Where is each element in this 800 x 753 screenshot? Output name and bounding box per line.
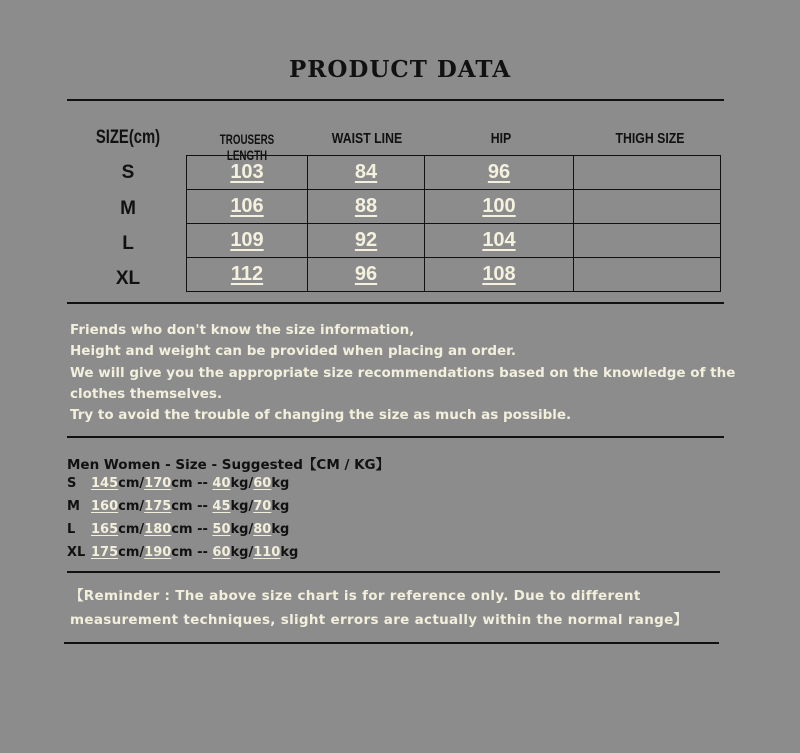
size-header: SIZE(cm) xyxy=(95,127,161,148)
suggested-row xyxy=(67,522,289,537)
table-cell xyxy=(187,156,308,190)
unit-cm: cm xyxy=(118,476,140,491)
divider-after-notes xyxy=(67,436,724,438)
suggested-size-label: S xyxy=(67,476,77,491)
men-weight-value: 60 xyxy=(212,545,231,560)
men-weight-value: 50 xyxy=(212,522,231,537)
men-weight-value: 45 xyxy=(212,499,231,514)
suggested-size-label: XL xyxy=(67,545,86,560)
table-cell xyxy=(308,224,425,258)
column-header-thigh-size: THIGH SIZE xyxy=(615,130,685,147)
column-header-waist-line: WAIST LINE xyxy=(331,130,403,147)
size-table xyxy=(186,155,721,292)
table-cell xyxy=(425,258,574,292)
slash: / xyxy=(139,545,145,560)
row-label-l: L xyxy=(122,233,134,254)
reminder-text xyxy=(70,584,720,632)
table-cell xyxy=(308,156,425,190)
table-cell xyxy=(574,156,721,190)
table-cell xyxy=(574,190,721,224)
unit-cm: cm xyxy=(118,522,140,537)
table-row xyxy=(187,156,721,190)
trousers-length-value: 109 xyxy=(230,229,264,251)
suggested-size-label: M xyxy=(67,499,80,514)
slash: / xyxy=(139,499,145,514)
suggested-size-label: L xyxy=(67,522,76,537)
unit-cm: cm xyxy=(171,545,193,560)
unit-cm: cm xyxy=(171,499,193,514)
separator: -- xyxy=(197,499,208,514)
trousers-length-value: 106 xyxy=(230,195,264,217)
unit-kg: kg xyxy=(230,499,249,514)
unit-cm: cm xyxy=(118,545,140,560)
women-weight-value: 60 xyxy=(253,476,272,491)
table-cell xyxy=(187,258,308,292)
table-cell xyxy=(425,224,574,258)
slash: / xyxy=(248,522,254,537)
row-label-m: M xyxy=(120,198,136,219)
slash: / xyxy=(139,522,145,537)
men-height-value: 175 xyxy=(91,545,119,560)
suggested-title: Men Women - Size - Suggested【CM / KG】 xyxy=(67,457,390,473)
divider-bottom xyxy=(64,642,719,644)
women-weight-value: 80 xyxy=(253,522,272,537)
table-cell xyxy=(574,224,721,258)
women-height-value: 180 xyxy=(144,522,172,537)
separator: -- xyxy=(197,476,208,491)
men-height-value: 165 xyxy=(91,522,119,537)
table-cell xyxy=(574,258,721,292)
unit-kg: kg xyxy=(280,545,299,560)
reminder-line: measurement techniques, slight errors are actually within the normal range】 xyxy=(70,612,688,628)
waist-line-value: 96 xyxy=(354,263,378,285)
slash: / xyxy=(139,476,145,491)
table-cell xyxy=(187,224,308,258)
size-notes xyxy=(70,320,736,426)
suggested-row xyxy=(67,499,289,514)
divider-before-reminder xyxy=(67,571,720,573)
hip-value: 108 xyxy=(482,263,516,285)
unit-kg: kg xyxy=(230,545,249,560)
trousers-length-value: 103 xyxy=(230,161,264,183)
unit-cm: cm xyxy=(171,522,193,537)
suggested-row xyxy=(67,545,298,560)
note-line: We will give you the appropriate size recommendations based on the knowledge of the xyxy=(70,364,736,381)
unit-cm: cm xyxy=(118,499,140,514)
waist-line-value: 84 xyxy=(354,161,378,183)
hip-value: 96 xyxy=(487,161,511,183)
note-line: clothes themselves. xyxy=(70,385,223,402)
unit-kg: kg xyxy=(230,476,249,491)
row-label-xl: XL xyxy=(115,268,141,289)
waist-line-value: 88 xyxy=(354,195,378,217)
note-line: Friends who don't know the size information, xyxy=(70,322,415,338)
separator: -- xyxy=(197,545,208,560)
table-cell xyxy=(308,258,425,292)
note-line: Try to avoid the trouble of changing the size as much as possible. xyxy=(70,407,572,424)
men-height-value: 160 xyxy=(91,499,119,514)
column-header-hip: HIP xyxy=(490,130,512,147)
unit-kg: kg xyxy=(230,522,249,537)
row-label-s: S xyxy=(121,162,135,183)
separator: -- xyxy=(197,522,208,537)
women-height-value: 175 xyxy=(144,499,172,514)
reminder-line: 【Reminder : The above size chart is for reference only. Due to different xyxy=(70,588,641,604)
hip-value: 104 xyxy=(482,229,516,251)
table-row xyxy=(187,190,721,224)
men-weight-value: 40 xyxy=(212,476,231,491)
table-cell xyxy=(425,156,574,190)
divider-top xyxy=(67,99,724,101)
women-height-value: 170 xyxy=(144,476,172,491)
hip-value: 100 xyxy=(482,195,516,217)
table-cell xyxy=(308,190,425,224)
unit-cm: cm xyxy=(171,476,193,491)
women-height-value: 190 xyxy=(144,545,172,560)
unit-kg: kg xyxy=(271,499,290,514)
slash: / xyxy=(248,499,254,514)
table-cell xyxy=(187,190,308,224)
column-header-trousers-length: TROUSERS LENGTH xyxy=(219,131,275,163)
suggested-row xyxy=(67,476,289,491)
trousers-length-value: 112 xyxy=(230,263,264,285)
page-title: PRODUCT DATA xyxy=(288,56,512,83)
women-weight-value: 110 xyxy=(253,545,281,560)
divider-after-table xyxy=(67,302,724,304)
table-row xyxy=(187,258,721,292)
women-weight-value: 70 xyxy=(253,499,272,514)
table-cell xyxy=(425,190,574,224)
note-line: Height and weight can be provided when placing an order. xyxy=(70,343,517,360)
men-height-value: 145 xyxy=(91,476,119,491)
unit-kg: kg xyxy=(271,476,290,491)
table-row xyxy=(187,224,721,258)
unit-kg: kg xyxy=(271,522,290,537)
slash: / xyxy=(248,476,254,491)
slash: / xyxy=(248,545,254,560)
waist-line-value: 92 xyxy=(354,229,378,251)
